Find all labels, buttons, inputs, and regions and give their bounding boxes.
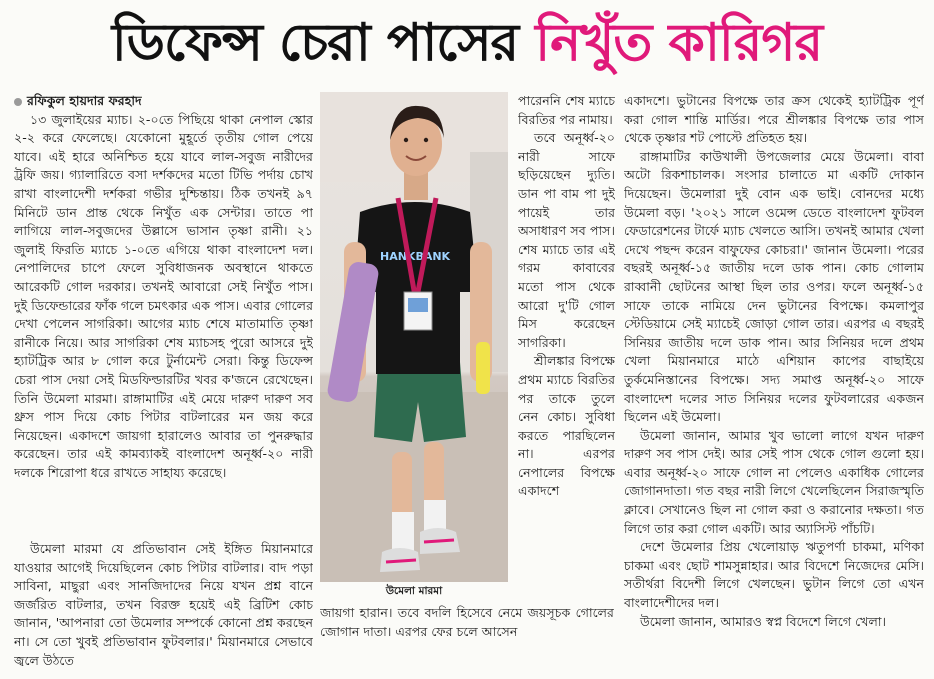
player-photo bbox=[320, 92, 508, 600]
paragraph: উমেলা মারমা যে প্রতিভাবান সেই ইঙ্গিত মিয়ানমারে যাওয়ার আগেই দিয়েছিলেন কোচ পিটার বাটলার। বাদ পড়া সাবিনা, মাছুরা এবং সানজিদাদের নিয়ে যখন প্রশ্ন বানে জর্জরিত বাটলার, তখন বিরক্ত হয়েই এই ব্রিটিশ কোচ জানান, 'আপনারা তো উমেলার সম্পর্কে কোনো প্রশ্ন করছেন না। সে তো খুবই প্রতিভাবান ফুটবলার।' মিয়ানমারে সেভাবে জ্বলে উঠতে bbox=[14, 541, 313, 668]
paragraph: রাঙ্গামাটির কাউখালী উপজেলার মেয়ে উমেলা। বাবা অটো রিকশাচালক। সংসার চালাতে মা একটি দোকান দিয়েছেন। উমেলারা দুই বোন এক ভাই। বোনদের মধ্যে উমেলা বড়। '২০২১ সালে ওমেন্স ডেতে বাংলাদেশ ফুটবল ফেডারেশনের টার্ফে ম্যাচ খেলতে আসি। তখনই আমার খেলা দেখে পছন্দ করেন বাফুফের কোচরা।' জানান উমেলা। পরের বছরই অনূর্ধ্ব-১৫ জাতীয় দলে ডাক পান। কোচ গোলাম রাব্বানী ছোটনের আস্থা ছিল তার ওপর। ফলে অনূর্ধ্ব-১৫ সাফে তাকে নামিয়ে দেন ভুটানের বিপক্ষে। কমলাপুর স্টেডিয়ামে সেই ম্যাচেই জোড়া গোল তার। এরপর এ বছরই সিনিয়র জাতীয় দলে ডাক পান। আর সিনিয়র দলে প্রথম খেলা মিয়ানমারে মাঠে এশিয়ান কাপের বাছাইয়ে তুর্কমেনিস্তানের বিপক্ষে। সদ্য সমাপ্ত অনূর্ধ্ব-২০ সাফে বাংলাদেশ দলের সাত সিনিয়র দলের ফুটবলারের একজন ছিলেন এই উমেলা। bbox=[624, 148, 924, 425]
headline-accent: নিখুঁত কারিগর bbox=[535, 13, 823, 73]
byline-name: রফিকুল হায়দার ফরহাদ bbox=[27, 93, 142, 108]
svg-text:HANKBANK: HANKBANK bbox=[380, 250, 451, 263]
paragraph: দেশে উমেলার প্রিয় খেলোয়াড় ঋতুপর্ণা চাকমা, মণিকা চাকমা এবং ছোট শামসুন্নাহার। আর বিদেশে নিজেদের মেসি। সতীর্থরা বিদেশী লিগে খেলছেন। ভুটান লিগে তো এখন বাংলাদেশীদের দল। bbox=[624, 539, 924, 611]
article-column-2 bbox=[518, 92, 615, 604]
article-column-1 bbox=[14, 92, 313, 532]
player-figure-illustration bbox=[320, 92, 508, 600]
paragraph: জায়গা হারান। তবে বদলি হিসেবে নেমে জয়সূচক গোলের জোগান দাতা। এরপর ফের চলে আসেন bbox=[320, 605, 614, 639]
paragraph: উমেলা জানান, আমারও স্বপ্ন বিদেশে লিগে খেলা। bbox=[640, 613, 887, 629]
paragraph: একাদশে। ভুটানের বিপক্ষে তার ক্রস থেকেই হ্যাটট্রিক পূর্ণ করা গোল শান্তি মার্ডির। পরে শ্রীলঙ্কার বিপক্ষে তার পাস থেকে তৃষ্ণার শট পোস্টে প্রতিহত হয়। bbox=[624, 93, 924, 146]
headline bbox=[0, 4, 934, 82]
paragraph: উমেলা জানান, আমার খুব ভালো লাগে যখন দারুণ দারুণ সব পাস দেই। আর সেই পাস থেকে গোল গুলো হয়। এবার অনূর্ধ্ব-২০ সাফে গোল না পেলেও একাধিক গোলের জোগানদাতা। গত বছর নারী লিগে খেলেছিলেন সিরাজস্মৃতি ক্লাবে। সেখানেও ছিল না গোল করা ও করানোর দক্ষতা। গত লিগে তার করা গোল একটি। আর অ্যাসিস্ট পাঁচটি। bbox=[624, 427, 924, 536]
paragraph: তবে অনূর্ধ্ব-২০ নারী সাফে ছড়িয়েছেন দ্যুতি। ডান পা বাম পা দুই পায়েই তার অসাধারণ সব পাস। শেষ ম্যাচে তার এই গরম কাবাবের মতো পাস থেকে আরো দু'টি গোল মিস করেছেন সাগরিকা। bbox=[518, 130, 615, 350]
paragraph: ১৩ জুলাইয়ের ম্যাচ। ২-০তে পিছিয়ে থাকা নেপাল স্কোর ২-২ করে ফেলেছে। যেকোনো মুহূর্তে তৃতীয় গোল পেয়ে যাবে। এই হারে অনিশ্চিত হয়ে যাবে লাল-সবুজ নারীদের ট্রফি জয়। গ্যালারিতে বসা দর্শকদের মতো টিভি পর্দায় চোখ রাখা বাংলাদেশী দর্শকরা গভীর দুশ্চিন্তায়। ঠিক তখনই ৯৭ মিনিটে ডান প্রান্ত থেকে নিখুঁত এক সেন্টার। তাতে পা লাগিয়ে লাল-সবুজদের উল্লাসে ভাসান তৃষ্ণা রানী। ২১ জুলাই ফিরতি ম্যাচে ১-০তে এগিয়ে থাকা বাংলাদেশ দল। নেপালিদের চাপে ফেলে সুবিধাজনক অবস্থানে থাকতে আরেকটি গোল দরকার। তখনই আবারো সেই নিখুঁত পাস। দুই ডিফেন্ডারের ফাঁক গলে চমৎকার এক পাস। এবার গোলের দেখা পেলেন সাগরিকা। আগের ম্যাচ শেষে মাতামাতি তৃষ্ণা রানীকে নিয়ে। আর সাগরিকা শেষ ম্যাচসহ পুরো আসরে দুই হ্যাটট্রিক আর ৮ গোল করে টুর্নামেন্ট সেরা। কিন্তু ডিফেন্স চেরা পাস দেয়া সেই মিডফিল্ডারটির খবর ক'জনে রেখেছেন। তিনি উমেলা মারমা। রাঙ্গামাটির এই মেয়ে দারুণ দারুণ সব থ্রুস পাস দিয়ে কোচ পিটার বাটলারের মন জয় করে নিয়েছেন। একাদশে জায়গা হারালেও আবার তা পুনরুদ্ধার করেছেন। তার এই কামব্যাকই বাংলাদেশ অনূর্ধ্ব-২০ নারী দলকে শিরোপা ধরে রাখতে সাহায্য করেছে। bbox=[14, 111, 313, 480]
photo-caption: উমেলা মারমা bbox=[320, 582, 508, 600]
paragraph: পারেননি শেষ ম্যাচে বিরতির পর নামায়। bbox=[518, 93, 615, 127]
article-column-3 bbox=[624, 92, 924, 676]
article-column-2-continued bbox=[320, 604, 614, 676]
byline bbox=[14, 92, 313, 111]
headline-main: ডিফেন্স চেরা পাসের bbox=[111, 13, 519, 73]
article-column-1-continued bbox=[14, 540, 313, 674]
paragraph: শ্রীলঙ্কার বিপক্ষে প্রথম ম্যাচে বিরতির পর তাকে তুলে নেন কোচ। সুবিধা করতে পারছিলেন না। এরপর নেপালের বিপক্ষে একাদশে bbox=[518, 353, 615, 499]
bullet-icon bbox=[14, 98, 22, 106]
